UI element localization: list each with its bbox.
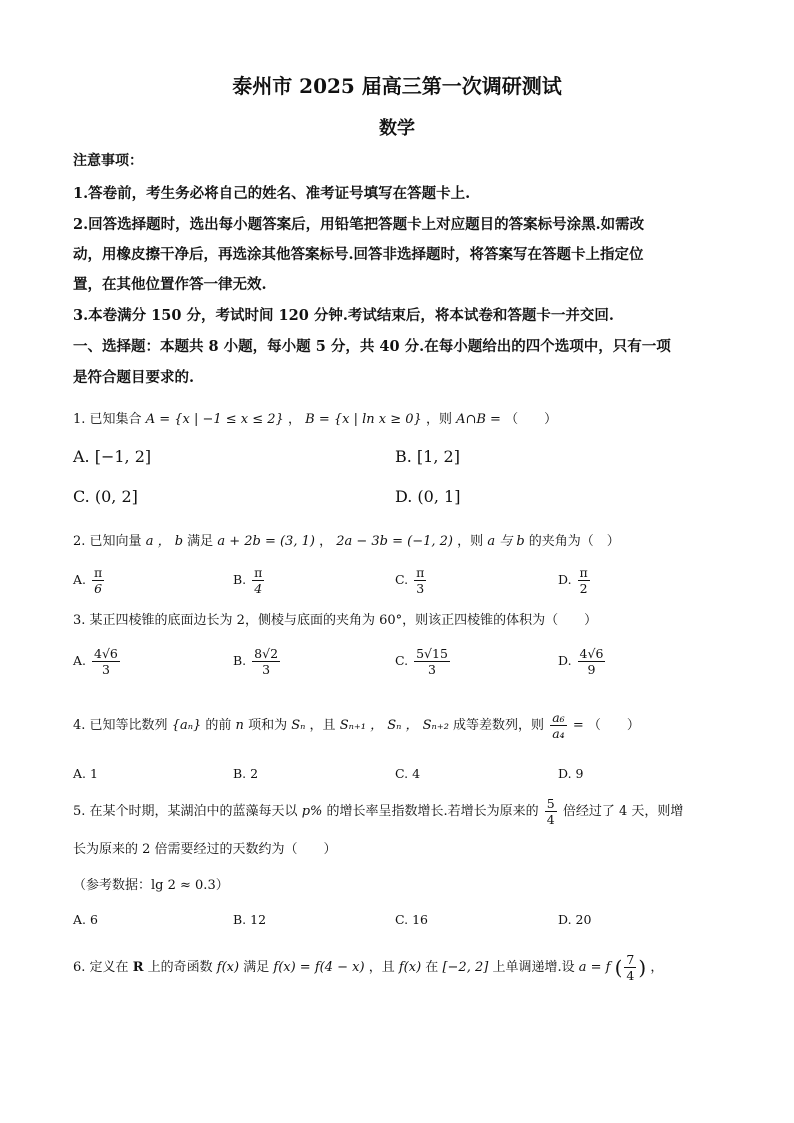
q6-fx-2: f(x) (398, 960, 422, 975)
q4-text-d: ，且 (309, 718, 336, 733)
note-line-3: 动，用橡皮擦干净后，再选涂其他答案标号.回答非选择题时，将答案写在答题卡上指定位 (73, 246, 644, 263)
q6-interval: [−2, 2] (442, 960, 489, 975)
q1-set-a: A = {x | −1 ≤ x ≤ 2} (145, 412, 284, 427)
q4-sequence: {aₙ} (171, 718, 202, 733)
q3-option-d-den: 9 (587, 662, 596, 677)
q1-text-b: ， (287, 412, 301, 427)
q5-option-c: C. 16 (395, 912, 428, 927)
q3-option-d (558, 646, 607, 677)
q5-text-c: 倍经过了 4 天，则增 (562, 804, 684, 819)
q4-terms: Sₙ₊₁ ， Sₙ ， Sₙ₊₂ (339, 718, 449, 733)
q2-text-b: 满足 (187, 534, 214, 549)
note-line-4: 置，在其他位置作答一律无效. (73, 276, 267, 293)
q2-option-c (395, 565, 428, 596)
q4-n: n (235, 718, 244, 733)
q2-option-b-den: 4 (254, 581, 263, 596)
question-5-stem (73, 796, 683, 827)
q2-option-b-num: π (254, 565, 263, 580)
q6-text-f: 上单调递增.设 (492, 960, 575, 975)
q4-text-a: 4. 已知等比数列 (73, 718, 168, 733)
q6-fx: f(x) (216, 960, 240, 975)
q1-option-b: B. [1, 2] (395, 447, 460, 466)
q4-text-b: 的前 (205, 718, 232, 733)
q2-option-a (73, 565, 106, 596)
exam-title: 泰州市 2025 届高三第一次调研测试 (232, 74, 562, 98)
q3-option-b-den: 3 (262, 662, 271, 677)
q6-left-paren: ( (614, 955, 623, 980)
q2-option-d-den: 2 (579, 581, 588, 596)
q1-text-d: （ ） (505, 412, 558, 427)
q2-option-b-label: B. (233, 572, 247, 587)
q1-text-c: ，则 (425, 412, 452, 427)
q3-option-b-num: 8√2 (254, 646, 279, 661)
q1-option-a: A. [−1, 2] (73, 447, 152, 466)
q1-option-c: C. (0, 2] (73, 487, 138, 506)
q6-tail: ， (650, 960, 664, 975)
q6-right-paren: ) (638, 955, 647, 980)
question-1-stem (73, 408, 557, 427)
note-line-2: 2.回答选择题时，选出每小题答案后，用铅笔把答题卡上对应题目的答案标号涂黑.如需改 (73, 216, 645, 233)
q5-option-b: B. 12 (233, 912, 267, 927)
q2-option-a-label: A. (73, 572, 87, 587)
q4-text-c: 项和为 (248, 718, 288, 733)
note-line-5: 3.本卷满分 150 分，考试时间 120 分钟.考试结束后，将本试卷和答题卡一并交回. (73, 307, 614, 324)
q6-text-d: ，且 (368, 960, 395, 975)
question-4-stem (73, 710, 640, 741)
q2-equation-1: a + 2b = (3, 1) (217, 534, 315, 549)
q4-text-e: 成等差数列，则 (453, 718, 545, 733)
q2-option-c-label: C. (395, 572, 409, 587)
q6-text-a: 6. 定义在 (73, 960, 129, 975)
question-6-stem (73, 952, 663, 983)
q3-option-a (73, 646, 122, 677)
q3-option-b (233, 646, 282, 677)
q4-option-a: A. 1 (73, 766, 98, 781)
q5-option-a: A. 6 (73, 912, 98, 927)
question-5-reference: （参考数据：lg 2 ≈ 0.3） (73, 878, 229, 893)
q5-frac-num: 5 (546, 796, 555, 811)
q2-equation-2: 2a − 3b = (−1, 2) (336, 534, 454, 549)
q2-text-c: ，则 (457, 534, 484, 549)
q4-option-c: C. 4 (395, 766, 421, 781)
q2-option-d-label: D. (558, 572, 572, 587)
q6-real-set: R (132, 960, 144, 975)
q3-option-c-den: 3 (428, 662, 436, 677)
question-3-stem: 3. 某正四棱锥的底面边长为 2，侧棱与底面的夹角为 60°，则该正四棱锥的体积为（ ） (73, 613, 598, 628)
q2-separator: ， (319, 534, 333, 549)
q2-option-d-num: π (579, 565, 588, 580)
q2-option-b (233, 565, 266, 596)
q6-a-definition: a = f (578, 960, 611, 975)
section-heading-line-2: 是符合题目要求的. (73, 369, 195, 386)
q2-vectors: a ， b (145, 534, 184, 549)
q3-option-b-label: B. (233, 653, 247, 668)
q2-vectors-angle: a 与 b (487, 534, 525, 549)
q5-growth-rate: p% (301, 804, 323, 819)
q1-text-a: 1. 已知集合 (73, 412, 142, 427)
q3-option-a-label: A. (73, 653, 87, 668)
q3-option-d-label: D. (558, 653, 572, 668)
q3-option-a-num: 4√6 (94, 646, 118, 661)
q5-option-d: D. 20 (558, 912, 592, 927)
q1-option-d: D. (0, 1] (395, 487, 461, 506)
note-line-1: 1.答卷前，考生务必将自己的姓名、准考证号填写在答题卡上. (73, 185, 471, 202)
q2-option-a-den: 6 (94, 581, 103, 596)
q5-text-a: 5. 在某个时期，某湖泊中的蓝藻每天以 (73, 804, 298, 819)
q6-frac-den: 4 (626, 968, 635, 983)
subject-title: 数学 (379, 118, 415, 139)
q4-option-b: B. 2 (233, 766, 259, 781)
notes-heading: 注意事项： (73, 153, 143, 169)
q4-text-f: = （ ） (572, 718, 640, 733)
q2-option-a-num: π (94, 565, 103, 580)
q2-text-a: 2. 已知向量 (73, 534, 142, 549)
q2-text-e: 的夹角为（ ） (528, 534, 620, 549)
q3-option-c-label: C. (395, 653, 409, 668)
q6-text-c: 满足 (243, 960, 270, 975)
q4-ratio-den: a₄ (552, 726, 565, 741)
q3-option-a-den: 3 (101, 662, 110, 677)
q1-set-b: B = {x | ln x ≥ 0} (305, 412, 422, 427)
q6-frac-num: 7 (626, 952, 635, 967)
q6-text-b: 上的奇函数 (147, 960, 213, 975)
q6-equation: f(x) = f(4 − x) (273, 960, 365, 975)
q4-sn: Sₙ (291, 718, 306, 733)
q4-option-d: D. 9 (558, 766, 584, 781)
q5-frac-den: 4 (546, 812, 555, 827)
q2-option-d (558, 565, 592, 596)
q2-option-c-den: 3 (416, 581, 425, 596)
q1-expression: A∩B = (456, 412, 501, 427)
q3-option-d-num: 4√6 (579, 646, 604, 661)
q2-option-c-num: π (416, 565, 425, 580)
q4-ratio-num: a₆ (552, 710, 565, 725)
q6-text-e: 在 (425, 960, 439, 975)
q5-text-b: 的增长率呈指数增长.若增长为原来的 (326, 804, 539, 819)
q3-option-c-num: 5√15 (416, 646, 448, 661)
q3-option-c (395, 646, 452, 677)
question-2-stem (73, 530, 620, 549)
section-heading-line-1: 一、选择题：本题共 8 小题，每小题 5 分，共 40 分.在每小题给出的四个选项中，只有一项 (73, 338, 671, 355)
question-5-line-2: 长为原来的 2 倍需要经过的天数约为（ ） (73, 842, 337, 857)
